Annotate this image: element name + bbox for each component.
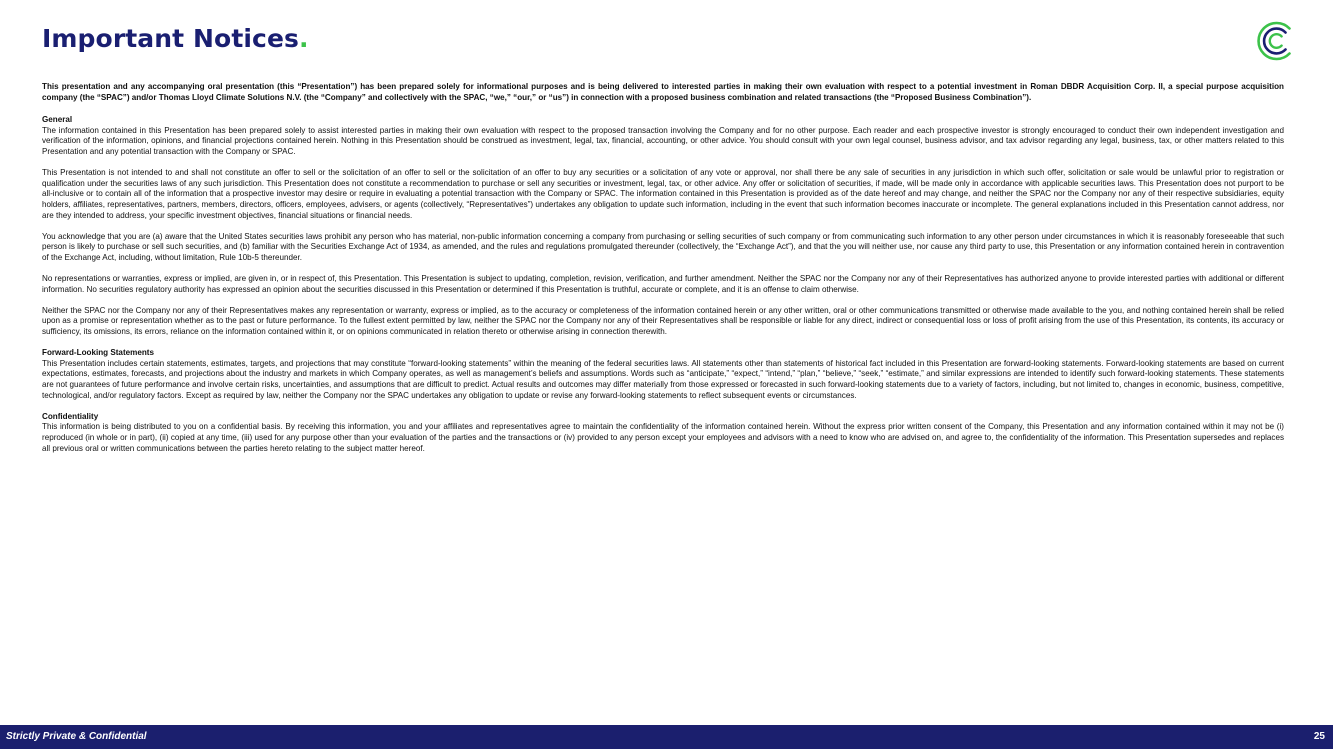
general-paragraph-3: You acknowledge that you are (a) aware that the United States securities laws prohibit any person who has material, non-public information concerning a company from purchasing or selling securities of such company or from communicating such information to any other person under circumstances in which it is reasonably foreseeable that such person is likely to purchase or sell such securities, and (b) familiar with the Securities Exchange Act of 1934, as amended, and the rules and regulations promulgated thereunder (collectively, the “Exchange Act”), and that the you will neither use, nor cause any third party to use, this Presentation or any information contained herein in contravention of the Exchange Act, including, without limitation, Rule 10b-5 thereunder. xyxy=(42,231,1284,262)
general-paragraph-1: The information contained in this Presentation has been prepared solely to assist interested parties in making their own evaluation with respect to the proposed transaction involving the Company and for no other purpose. Each reader and each prospective investor is strongly encouraged to conduct their own independent investigation and verification of the information, opinions, and financial projections contained herein. Nothing in this Presentation should be construed as investment, legal, tax, financial, accounting, or other advice. You should consult with your own legal counsel, business advisor, and tax advisor regarding any legal, business, tax, or other matters related to this Presentation and any potential transaction with the Company or SPAC. xyxy=(42,125,1284,156)
confidentiality-paragraph: This information is being distributed to you on a confidential basis. By receiving this information, you and your affiliates and representatives agree to maintain the confidentiality of the information contained herein. Without the express prior written consent of the Company, this Presentation and any information contained within it may not be (i) reproduced (in whole or in part), (ii) copied at any time, (iii) used for any purpose other than your evaluation of the parties and the transactions or (iv) provided to any person except your employees and advisors with a need to know who are advised on, and agree to, the confidentiality of the information. This Presentation supersedes and replaces all previous oral or written communications between the parties hereto relating to the subject matter hereof. xyxy=(42,422,1284,453)
page-title xyxy=(42,24,309,53)
footer-bar xyxy=(0,725,1333,749)
section-forward-looking xyxy=(42,348,1284,401)
circular-c-logo-icon xyxy=(1254,19,1298,63)
section-heading-forward-looking: Forward-Looking Statements xyxy=(42,348,154,358)
forward-looking-paragraph: This Presentation includes certain statements, estimates, targets, and projections that may constitute “forward-looking statements” within the meaning of the federal securities laws. All statements other than statements of historical fact included in this Presentation are forward-looking statements. Forward-looking statements are based on current expectations, estimates, forecasts, and projections about the industry and markets in which Company operates, as well as management’s beliefs and assumptions. Words such as “anticipate,” “expect,” “intend,” “plan,” “believe,” “seek,” “estimate,” and similar expressions are intended to identify such forward-looking statements. These statements are not guarantees of future performance and involve certain risks, uncertainties, and assumptions that are difficult to predict. Actual results and outcomes may differ materially from those expressed or forecasted in such forward-looking statements due to a variety of factors, including, but not limited to, changes in economic, business, competitive, technological, and/or regulatory factors. Except as required by law, neither the Company nor the SPAC undertakes any obligation to update or revise any forward-looking statements to reflect subsequent events or circumstances. xyxy=(42,358,1284,400)
general-paragraph-5: Neither the SPAC nor the Company nor any of their Representatives makes any representation or warranty, express or implied, as to the accuracy or completeness of the information contained herein or any other written, oral or other communications transmitted or otherwise made available to the you, and nothing contained herein shall be relied upon as a promise or representation whether as to the past or future performance. To the fullest extent permitted by law, neither the SPAC nor the Company nor any of their Representatives shall be responsible or liable for any direct, indirect or consequential loss or loss of profit arising from the use of this Presentation, its contents, its accuracy or sufficiency, its omissions, its errors, reliance on the information contained within it, or on opinions communicated in relation thereto or otherwise arising in connection therewith. xyxy=(42,305,1284,337)
page-number: 25 xyxy=(1313,731,1325,742)
general-paragraph-4: No representations or warranties, express or implied, are given in, or in respect of, this Presentation. This Presentation is subject to updating, completion, revision, verification, and further amendment. Neither the SPAC nor the Company nor any of their Representatives has authorized anyone to provide interested parties with additional or different information. No securities regulatory authority has expressed an opinion about the securities discussed in this Presentation or determined if this Presentation is truthful, accurate or complete, and it is an offense to claim otherwise. xyxy=(42,274,1284,294)
page-title-text: Important Notices xyxy=(42,24,299,53)
title-accent-dot: . xyxy=(299,24,309,53)
footer-confidential-label: Strictly Private & Confidential xyxy=(6,731,147,742)
general-paragraph-2: This Presentation is not intended to and shall not constitute an offer to sell or the solicitation of an offer to sell or the solicitation of an offer to buy any securities or a solicitation of any vote or approval, nor shall there be any sale of securities in any jurisdiction in which such offer, solicitation or sale would be unlawful prior to registration or qualification under the securities laws of any such jurisdiction. This Presentation does not constitute a recommendation to purchase or sell any securities or investment, legal, tax, or other advice. Any offer or solicitation of securities, if made, will be made only in accordance with applicable securities laws. This Presentation does not purport to be all-inclusive or to contain all of the information that a prospective investor may desire or require in evaluating a potential transaction with the Company or SPAC. The information contained in this Presentation is provided as of the date hereof and may change, and neither the SPAC nor the Company nor any of their respective subsidiaries, equity holders, affiliates, representatives, partners, members, directors, officers, employees, advisers, or agents (collectively, “Representatives”) undertakes any obligation to update such information, including in the event that such information becomes inaccurate or incomplete. The general explanations included in this Presentation cannot address, nor are they intended to address, your specific investment objectives, financial situations or financial needs. xyxy=(42,168,1284,220)
section-general xyxy=(42,115,1284,337)
section-heading-confidentiality: Confidentiality xyxy=(42,411,99,421)
intro-paragraph: This presentation and any accompanying oral presentation (this “Presentation”) has been prepared solely for informational purposes and is being delivered to interested parties in making their own evaluation with respect to a potential investment in Roman DBDR Acquisition Corp. II, a special purpose acquisition company (the “SPAC”) and/or Thomas Lloyd Climate Solutions N.V. (the “Company” and collectively with the SPAC, “we,” “our,” or “us”) in connection with a proposed business combination and related transactions (the “Proposed Business Combination”). xyxy=(42,82,1284,102)
notices-content xyxy=(42,82,1284,465)
section-confidentiality xyxy=(42,412,1284,454)
section-heading-general: General xyxy=(42,115,73,125)
